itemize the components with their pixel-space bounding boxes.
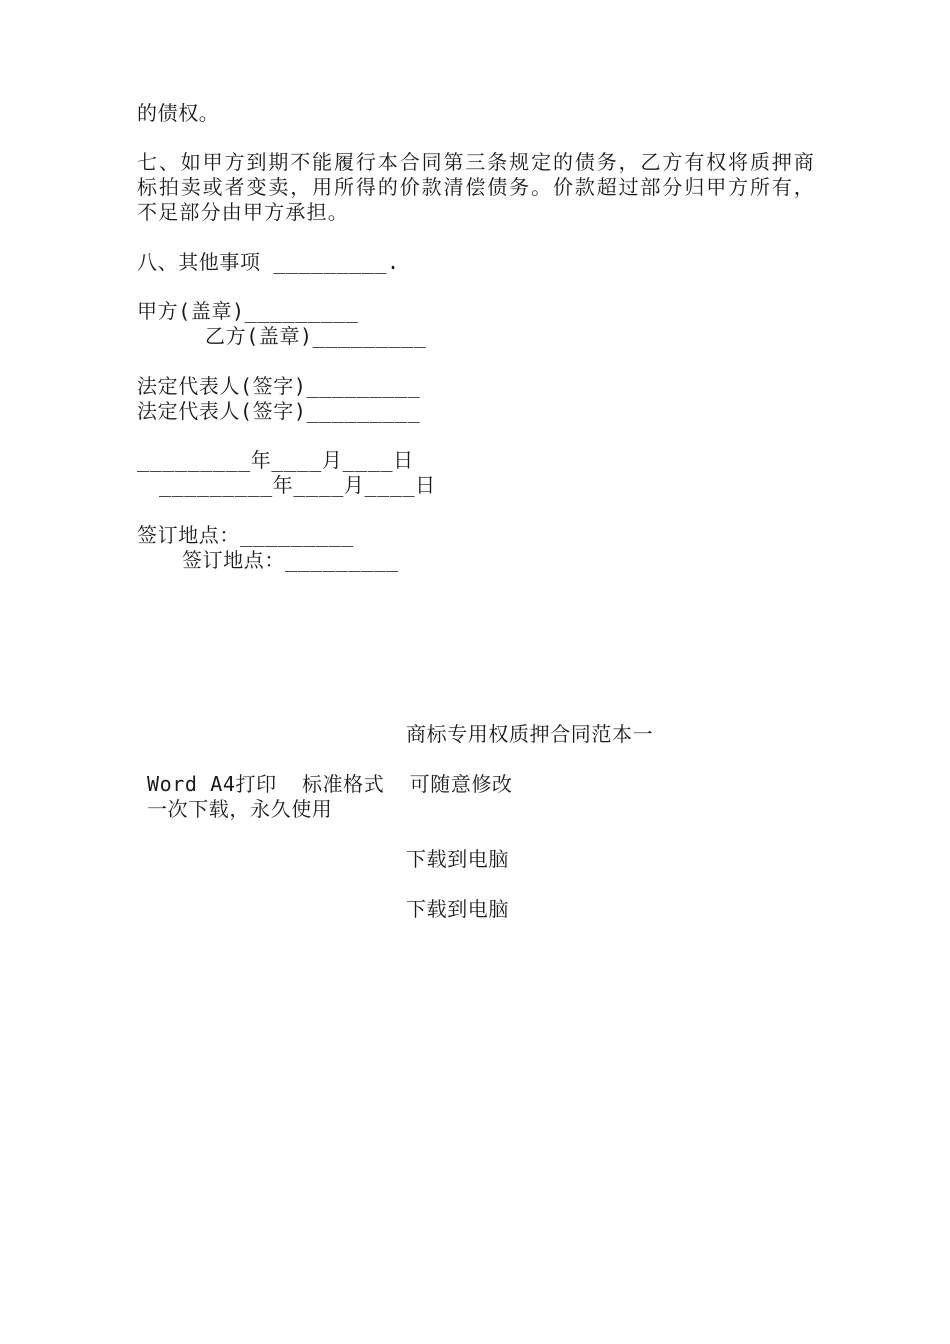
signing-place-a: 签订地点：_________ [137,523,354,547]
continuation-text: 的债权。 [137,101,220,125]
legal-rep-b-line: 法定代表人(签字)_________ [137,399,421,423]
download-link-1[interactable]: 下载到电脑 [406,847,509,871]
download-link-2[interactable]: 下载到电脑 [406,897,509,921]
date-b-line: _________年____月____日 [159,473,436,497]
template-features: Word A4打印 标准格式 可随意修改 [147,772,513,796]
clause-eight: 八、其他事项 _________. [137,250,400,274]
clause-seven: 七、如甲方到期不能履行本合同第三条规定的债务，乙方有权将质押商标拍卖或者变卖，用所得的价款清偿债务。价款超过部分归甲方所有，不足部分由甲方承担。 [137,150,815,224]
date-a-line: _________年____月____日 [137,448,414,472]
signing-place-b: 签订地点：_________ [182,548,399,572]
template-usage: 一次下载，永久使用 [147,797,333,821]
legal-rep-a-line: 法定代表人(签字)_________ [137,374,421,398]
template-title: 商标专用权质押合同范本一 [406,722,654,746]
party-b-seal-line: 乙方(盖章)_________ [205,324,427,348]
party-a-seal-line: 甲方(盖章)_________ [137,299,359,323]
